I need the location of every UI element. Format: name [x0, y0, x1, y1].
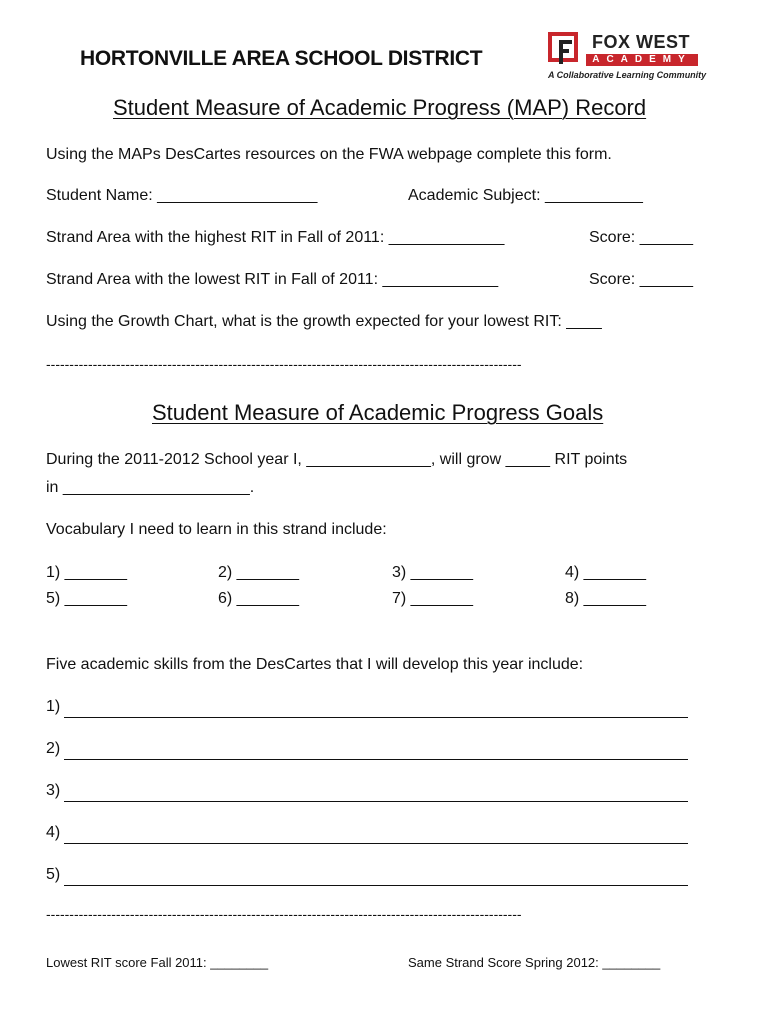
highest-strand-field[interactable]: Strand Area with the highest RIT in Fall of 2011: _____________: [46, 229, 505, 246]
skill-field-3[interactable]: [64, 801, 688, 802]
section-divider-bottom: ------------------------------------------------------------------------------------------------------: [46, 906, 522, 922]
vocab-item-3[interactable]: 3) _______: [392, 564, 473, 581]
skill-label-2: 2): [46, 740, 61, 757]
vocab-item-4[interactable]: 4) _______: [565, 564, 646, 581]
vocab-intro: Vocabulary I need to learn in this strand include:: [46, 521, 387, 538]
vocab-item-6[interactable]: 6) _______: [218, 590, 299, 607]
logo-tagline: A Collaborative Learning Community: [548, 70, 707, 80]
skill-label-4: 4): [46, 824, 61, 841]
academic-subject-field[interactable]: Academic Subject: ___________: [408, 187, 643, 204]
skill-label-5: 5): [46, 866, 61, 883]
vocab-item-1[interactable]: 1) _______: [46, 564, 127, 581]
record-title: Student Measure of Academic Progress (MAP) Record: [113, 95, 647, 120]
highest-score-field[interactable]: Score: ______: [589, 229, 694, 246]
skills-intro: Five academic skills from the DesCartes that I will develop this year include:: [46, 656, 584, 673]
vocab-item-5[interactable]: 5) _______: [46, 590, 127, 607]
skill-field-4[interactable]: [64, 843, 688, 844]
vocab-item-8[interactable]: 8) _______: [565, 590, 646, 607]
skill-label-3: 3): [46, 782, 61, 799]
instructions: Using the MAPs DesCartes resources on the FWA webpage complete this form.: [46, 146, 612, 163]
district-name: HORTONVILLE AREA SCHOOL DISTRICT: [80, 47, 483, 70]
logo-academy: ACADEMY: [586, 54, 698, 66]
goal-statement-line1[interactable]: During the 2011-2012 School year I, ______________, will grow _____ RIT points: [46, 451, 628, 468]
lowest-strand-field[interactable]: Strand Area with the lowest RIT in Fall of 2011: _____________: [46, 271, 499, 288]
goals-title: Student Measure of Academic Progress Goals: [152, 400, 604, 425]
lowest-fall-score-field[interactable]: Lowest RIT score Fall 2011: ________: [46, 955, 269, 970]
lowest-score-field[interactable]: Score: ______: [589, 271, 694, 288]
vocab-item-2[interactable]: 2) _______: [218, 564, 299, 581]
vocab-item-7[interactable]: 7) _______: [392, 590, 473, 607]
logo-mark-icon: [548, 32, 578, 62]
fox-west-academy-logo: [548, 32, 708, 86]
spring-strand-score-field[interactable]: Same Strand Score Spring 2012: ________: [408, 955, 661, 970]
logo-name: FOX WEST: [592, 32, 690, 52]
student-name-field[interactable]: Student Name: __________________: [46, 187, 318, 204]
skill-field-2[interactable]: [64, 759, 688, 760]
goal-statement-line2[interactable]: in _____________________.: [46, 479, 255, 496]
growth-question-field[interactable]: Using the Growth Chart, what is the growth expected for your lowest RIT: ____: [46, 313, 602, 330]
section-divider-top: ------------------------------------------------------------------------------------------------------: [46, 356, 522, 372]
skill-field-5[interactable]: [64, 885, 688, 886]
skill-label-1: 1): [46, 698, 61, 715]
skill-field-1[interactable]: [64, 717, 688, 718]
